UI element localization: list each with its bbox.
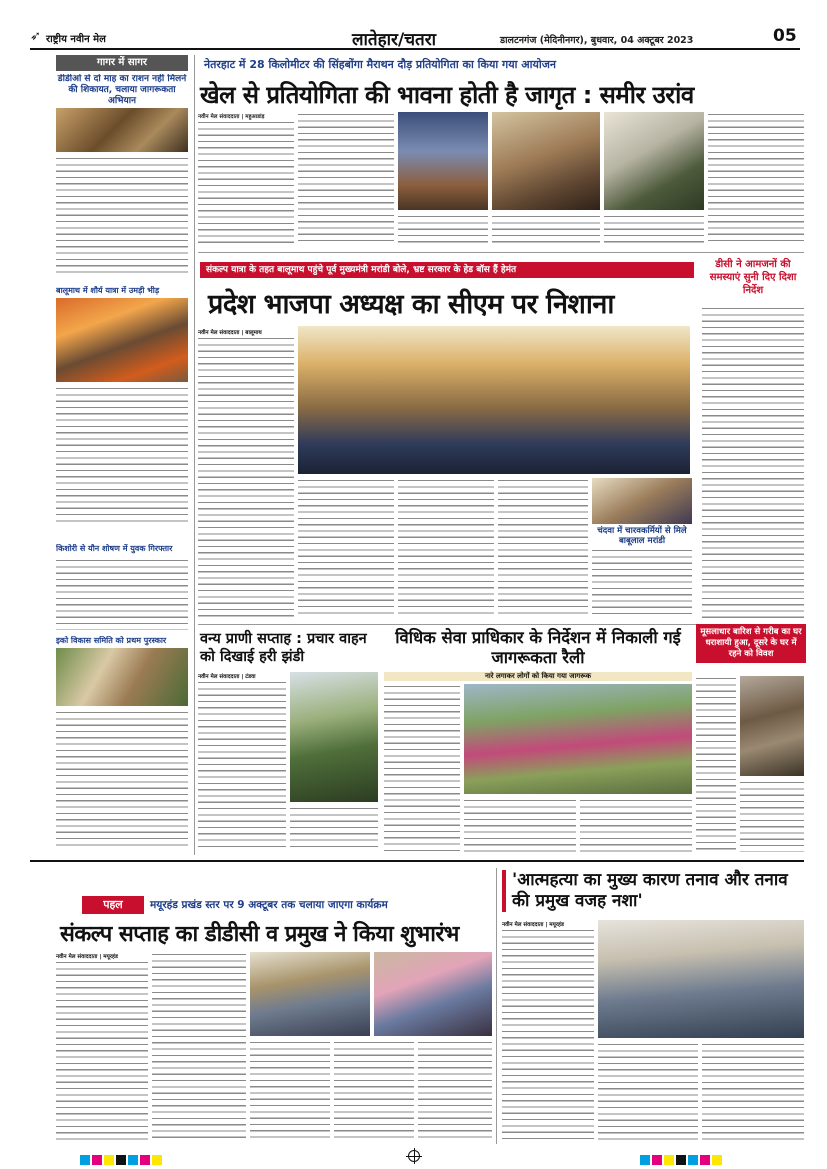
right-brief-headline: डीसी ने आमजनों की समस्याएं सुनी दिए दिशा निर्देश (709, 259, 797, 296)
second-byline: नवीन मेल संवाददाता | बालूमाथ (198, 330, 262, 336)
bottom-left-body-col-3 (250, 1040, 330, 1142)
bottom-right-byline: नवीन मेल संवाददाता | मयूरहंड (502, 922, 564, 928)
side-story-body (56, 386, 188, 526)
side-story-3 (56, 544, 188, 634)
wildlife-photo (290, 672, 378, 802)
side-story-headline: किशोरी से यौन शोषण में युवक गिरफ्तार (56, 544, 173, 553)
side-story-headline: इको विकास समिति को प्रथम पुरस्कार (56, 636, 167, 645)
right-brief-body (702, 306, 804, 618)
rain-headline: मूसलाधार बारिश से गरीब का घर धराशायी हुआ, दूसरे के घर में रहने को विवश (696, 624, 806, 663)
photo-story-photo (592, 478, 692, 524)
bottom-right-photo (598, 920, 804, 1038)
rain-body-col-2 (740, 780, 804, 852)
side-story-photo (56, 298, 188, 382)
wildlife-byline: नवीन मेल संवाददाता | टंडवा (198, 674, 256, 680)
lead-body-col-3 (398, 214, 488, 246)
bottom-left-kicker: मयूरहंड प्रखंड स्तर पर 9 अक्टूबर तक चलाया जाएगा कार्यक्रम (150, 899, 388, 911)
bottom-right-body-col-1 (502, 928, 594, 1142)
side-story-4 (56, 636, 188, 850)
registration-mark-icon (408, 1150, 420, 1162)
color-bar-left (80, 1150, 220, 1162)
rain-photo (740, 676, 804, 776)
wildlife-body-col-1 (198, 680, 286, 852)
side-story-photo (56, 648, 188, 706)
second-body-col-1 (198, 336, 294, 618)
story-divider (30, 860, 804, 862)
lead-photo-1 (398, 112, 488, 210)
bottom-right-body-col-3 (702, 1042, 804, 1142)
page-number: 05 (773, 26, 797, 46)
second-body-col-3 (398, 478, 494, 618)
lead-byline: नवीन मेल संवाददाता | महुआडांड़ (198, 114, 265, 120)
lead-headline: खेल से प्रतियोगिता की भावना होती है जागृत : समीर उरांव (200, 81, 694, 109)
photo-story-body (592, 548, 692, 618)
section-title: लातेहार/चतरा (352, 30, 437, 50)
dateline: डालटनगंज (मेदिनीनगर), बुधवार, 04 अक्टूबर 2023 (500, 35, 694, 46)
photo-story-headline: चंदवा में चारवकर्मियों से मिले बाबूलाल मरांडी (597, 526, 687, 546)
color-bar-right (640, 1150, 780, 1162)
bottom-left-body-col-5 (418, 1040, 492, 1142)
lead-body-col-4 (492, 214, 600, 246)
legal-body-col-2 (464, 798, 576, 852)
lead-body-col-2 (298, 112, 394, 246)
second-kicker: संकल्प यात्रा के तहत बालूमाथ पहुंचे पूर्व मुख्यमंत्री मरांडी बोले, भ्रष्ट सरकार के हेड बॉस हैं हेमंत (200, 262, 694, 278)
bottom-left-photo-1 (250, 952, 370, 1036)
story-divider (496, 868, 497, 1144)
bottom-left-body-col-1 (56, 960, 148, 1142)
story-divider (198, 252, 804, 253)
masthead (30, 26, 800, 50)
rain-body-col-1 (696, 676, 736, 852)
lead-photo-2 (492, 112, 600, 210)
lead-photo-3 (604, 112, 704, 210)
wildlife-body-col-2 (290, 806, 378, 852)
newspaper-logo-icon: ➶ (30, 29, 41, 44)
lead-body-col-6 (708, 112, 804, 246)
side-story-body (56, 710, 188, 846)
legal-body-col-1 (384, 684, 460, 852)
bottom-left-body-col-4 (334, 1040, 414, 1142)
paper-name: राष्ट्रीय नवीन मेल (46, 34, 106, 45)
bottom-left-tag: पहल (82, 896, 144, 914)
second-photo-main (298, 326, 690, 474)
lead-body-col-5 (604, 214, 704, 246)
legal-photo (464, 684, 692, 794)
side-story-1 (56, 74, 188, 284)
bottom-left-byline: नवीन मेल संवाददाता | मयूरहंड (56, 954, 118, 960)
lead-kicker: नेतरहाट में 28 किलोमीटर की सिंहबोंगा मैराथन दौड़ प्रतियोगिता का किया गया आयोजन (204, 58, 557, 71)
legal-headline: विधिक सेवा प्राधिकार के निर्देशन में निकाली गई जागरूकता रैली (395, 628, 681, 667)
bottom-left-body-col-2 (152, 952, 246, 1142)
side-section-label: गागर में सागर (56, 55, 188, 71)
bottom-right-body-col-2 (598, 1042, 698, 1142)
side-story-photo (56, 108, 188, 152)
sidebar-divider (194, 55, 195, 855)
bottom-right-headline: 'आत्महत्या का मुख्य कारण तनाव और तनाव की प्रमुख वजह नशा' (502, 870, 804, 912)
second-body-col-4 (498, 478, 588, 618)
bottom-left-photo-2 (374, 952, 492, 1036)
side-story-body (56, 156, 188, 276)
second-body-col-2 (298, 478, 394, 618)
side-story-2 (56, 286, 188, 536)
lead-body-col-1 (198, 120, 294, 246)
wildlife-headline: वन्य प्राणी सप्ताह : प्रचार वाहन को दिखाई हरी झंडी (200, 631, 367, 665)
legal-photo-caption: नारे लगाकर लोगों को किया गया जागरूक (384, 672, 692, 681)
side-story-body (56, 558, 188, 630)
bottom-left-headline: संकल्प सप्ताह का डीडीसी व प्रमुख ने किया शुभारंभ (60, 922, 459, 947)
second-headline: प्रदेश भाजपा अध्यक्ष का सीएम पर निशाना (208, 289, 614, 320)
legal-body-col-3 (580, 798, 692, 852)
side-story-headline: डीडीओ से दो माह का राशन नहीं मिलने की शिकायत, चलाया जागरूकता अभियान (57, 74, 187, 106)
side-story-headline: बालूमाथ में शौर्य यात्रा में उमड़ी भीड़ (56, 286, 160, 295)
